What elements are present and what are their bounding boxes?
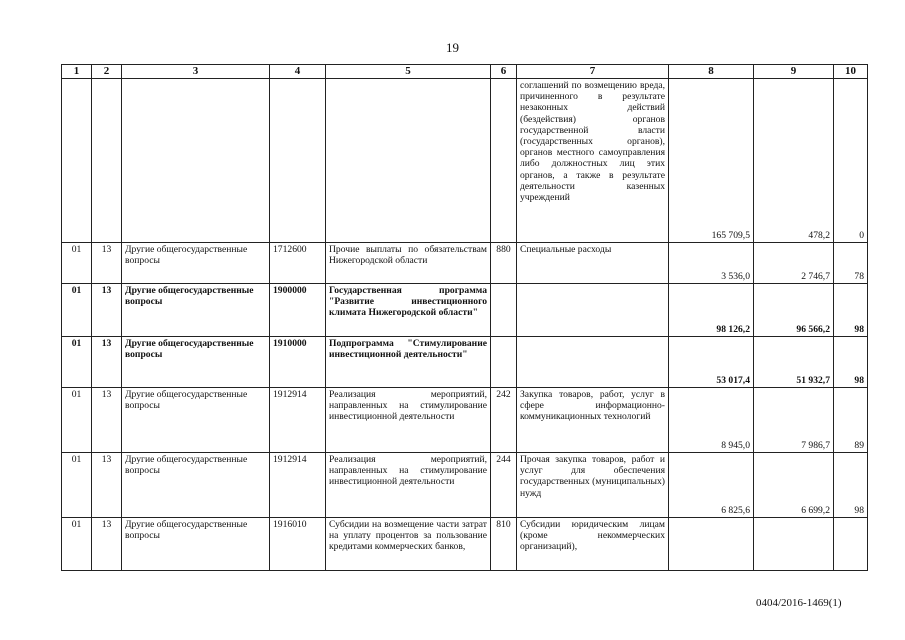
table-header-row	[62, 65, 868, 79]
executed-amount: 478,2	[754, 79, 834, 243]
expense-type-name	[517, 337, 669, 388]
planned-amount: 165 709,5	[669, 79, 754, 243]
execution-percent: 0	[834, 79, 868, 243]
expense-type-name: Субсидии юридическим лицам (кроме некоммерческих организаций),	[517, 518, 669, 571]
subsection-name: Другие общегосударственные вопросы	[122, 284, 270, 337]
table-row	[62, 284, 868, 337]
section-code: 01	[62, 453, 92, 518]
expense-type-name: Прочая закупка товаров, работ и услуг для обеспечения государственных (муниципальных) нужд	[517, 453, 669, 518]
executed-amount: 7 986,7	[754, 388, 834, 453]
page-number: 19	[446, 40, 459, 55]
executed-amount: 6 699,2	[754, 453, 834, 518]
table-row	[62, 388, 868, 453]
expense-type-name: соглашений по возмещению вреда, причиненного в результате незаконных действий (бездействия) органов государственной власти (государственных органов), органов местного самоуправления либо должностных лиц этих органов, а также в результате деятельности казенных учреждений	[517, 79, 669, 243]
execution-percent	[834, 518, 868, 571]
subsection-code	[92, 79, 122, 243]
subsection-name: Другие общегосударственные вопросы	[122, 518, 270, 571]
target-code: 1910000	[270, 337, 326, 388]
target-code: 1912914	[270, 388, 326, 453]
target-code: 1900000	[270, 284, 326, 337]
section-code: 01	[62, 337, 92, 388]
header-cell: 7	[517, 65, 669, 79]
table-row	[62, 453, 868, 518]
expense-type-code: 880	[491, 243, 517, 284]
execution-percent: 98	[834, 453, 868, 518]
subsection-name: Другие общегосударственные вопросы	[122, 337, 270, 388]
execution-percent: 98	[834, 337, 868, 388]
planned-amount	[669, 518, 754, 571]
table-row	[62, 243, 868, 284]
execution-percent: 98	[834, 284, 868, 337]
target-name: Реализация мероприятий, направленных на стимулирование инвестиционной деятельности	[326, 388, 491, 453]
subsection-code: 13	[92, 337, 122, 388]
target-name: Государственная программа "Развитие инвестиционного климата Нижегородской области"	[326, 284, 491, 337]
target-name: Субсидии на возмещение части затрат на уплату процентов за пользование кредитами коммерческих банков,	[326, 518, 491, 571]
executed-amount: 2 746,7	[754, 243, 834, 284]
document-code: 0404/2016-1469(1)	[756, 597, 842, 609]
header-cell: 3	[122, 65, 270, 79]
target-code: 1916010	[270, 518, 326, 571]
subsection-code: 13	[92, 243, 122, 284]
header-cell: 8	[669, 65, 754, 79]
target-name: Прочие выплаты по обязательствам Нижегородской области	[326, 243, 491, 284]
subsection-code: 13	[92, 388, 122, 453]
executed-amount	[754, 518, 834, 571]
planned-amount: 6 825,6	[669, 453, 754, 518]
section-code: 01	[62, 388, 92, 453]
table-row	[62, 79, 868, 243]
section-code: 01	[62, 284, 92, 337]
expense-type-name	[517, 284, 669, 337]
subsection-name: Другие общегосударственные вопросы	[122, 243, 270, 284]
subsection-code: 13	[92, 284, 122, 337]
planned-amount: 3 536,0	[669, 243, 754, 284]
section-code: 01	[62, 518, 92, 571]
target-code	[270, 79, 326, 243]
subsection-name	[122, 79, 270, 243]
subsection-name: Другие общегосударственные вопросы	[122, 388, 270, 453]
expense-type-code	[491, 284, 517, 337]
planned-amount: 53 017,4	[669, 337, 754, 388]
executed-amount: 96 566,2	[754, 284, 834, 337]
expense-type-name: Закупка товаров, работ, услуг в сфере информационно-коммуникационных технологий	[517, 388, 669, 453]
section-code	[62, 79, 92, 243]
expense-type-code	[491, 79, 517, 243]
target-name: Реализация мероприятий, направленных на стимулирование инвестиционной деятельности	[326, 453, 491, 518]
subsection-code: 13	[92, 453, 122, 518]
header-cell: 9	[754, 65, 834, 79]
budget-table	[61, 64, 868, 571]
header-cell: 6	[491, 65, 517, 79]
target-name	[326, 79, 491, 243]
expense-type-code: 244	[491, 453, 517, 518]
execution-percent: 78	[834, 243, 868, 284]
expense-type-name: Специальные расходы	[517, 243, 669, 284]
table-row	[62, 518, 868, 571]
header-cell: 4	[270, 65, 326, 79]
subsection-code: 13	[92, 518, 122, 571]
header-cell: 5	[326, 65, 491, 79]
target-code: 1912914	[270, 453, 326, 518]
planned-amount: 8 945,0	[669, 388, 754, 453]
section-code: 01	[62, 243, 92, 284]
header-cell: 2	[92, 65, 122, 79]
executed-amount: 51 932,7	[754, 337, 834, 388]
expense-type-code	[491, 337, 517, 388]
table-row	[62, 337, 868, 388]
header-cell: 10	[834, 65, 868, 79]
planned-amount: 98 126,2	[669, 284, 754, 337]
header-cell: 1	[62, 65, 92, 79]
expense-type-code: 242	[491, 388, 517, 453]
target-code: 1712600	[270, 243, 326, 284]
execution-percent: 89	[834, 388, 868, 453]
expense-type-code: 810	[491, 518, 517, 571]
target-name: Подпрограмма "Стимулирование инвестиционной деятельности"	[326, 337, 491, 388]
subsection-name: Другие общегосударственные вопросы	[122, 453, 270, 518]
